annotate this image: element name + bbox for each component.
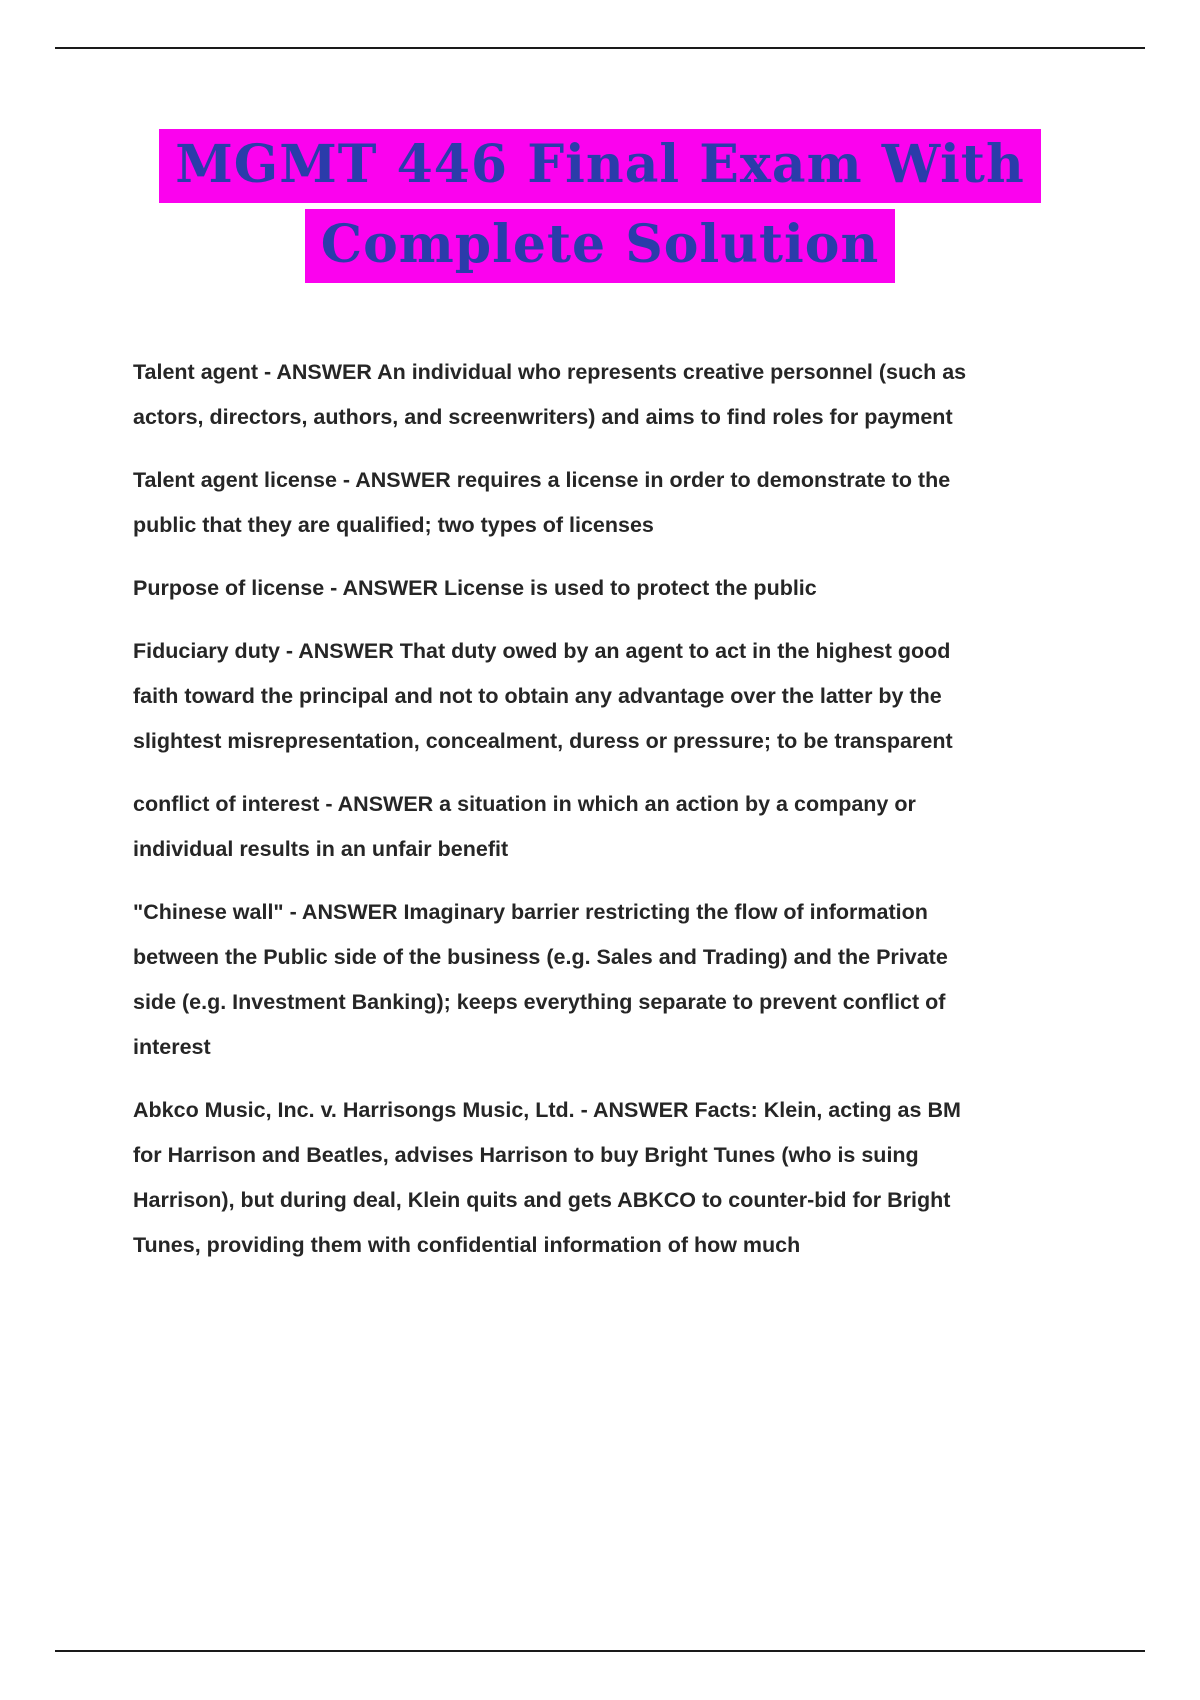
qa-paragraph: Purpose of license - ANSWER License is used to protect the public (133, 576, 817, 600)
title-line-2: Complete Solution (305, 209, 896, 283)
top-horizontal-rule (55, 47, 1145, 49)
qa-paragraph: Abkco Music, Inc. v. Harrisongs Music, Ltd. - ANSWER Facts: Klein, acting as BM for Harrison and Beatles, advises Harrison to buy Bright Tunes (who is suing Harrison), but during deal, Klein quits and gets ABKCO to counter-bid for Bright Tunes, providing them with confidential information of how much (133, 1098, 961, 1257)
qa-paragraph: Talent agent license - ANSWER requires a license in order to demonstrate to the public that they are qualified; two types of licenses (133, 468, 951, 537)
qa-paragraph: "Chinese wall" - ANSWER Imaginary barrier restricting the flow of information between the Public side of the business (e.g. Sales and Trading) and the Private side (e.g. Investment Banking); keeps everything separate to prevent conflict of interest (133, 900, 948, 1059)
document-title (0, 126, 1200, 286)
qa-paragraph: Talent agent - ANSWER An individual who represents creative personnel (such as actors, directors, authors, and screenwriters) and aims to find roles for payment (133, 360, 967, 429)
document-body (133, 350, 995, 1286)
qa-paragraph: conflict of interest - ANSWER a situation in which an action by a company or individual results in an unfair benefit (133, 792, 916, 861)
bottom-horizontal-rule (55, 1650, 1145, 1652)
qa-paragraph: Fiduciary duty - ANSWER That duty owed by an agent to act in the highest good faith toward the principal and not to obtain any advantage over the latter by the slightest misrepresentation, concealment, duress or pressure; to be transparent (133, 639, 953, 753)
title-line-1: MGMT 446 Final Exam With (159, 129, 1041, 203)
